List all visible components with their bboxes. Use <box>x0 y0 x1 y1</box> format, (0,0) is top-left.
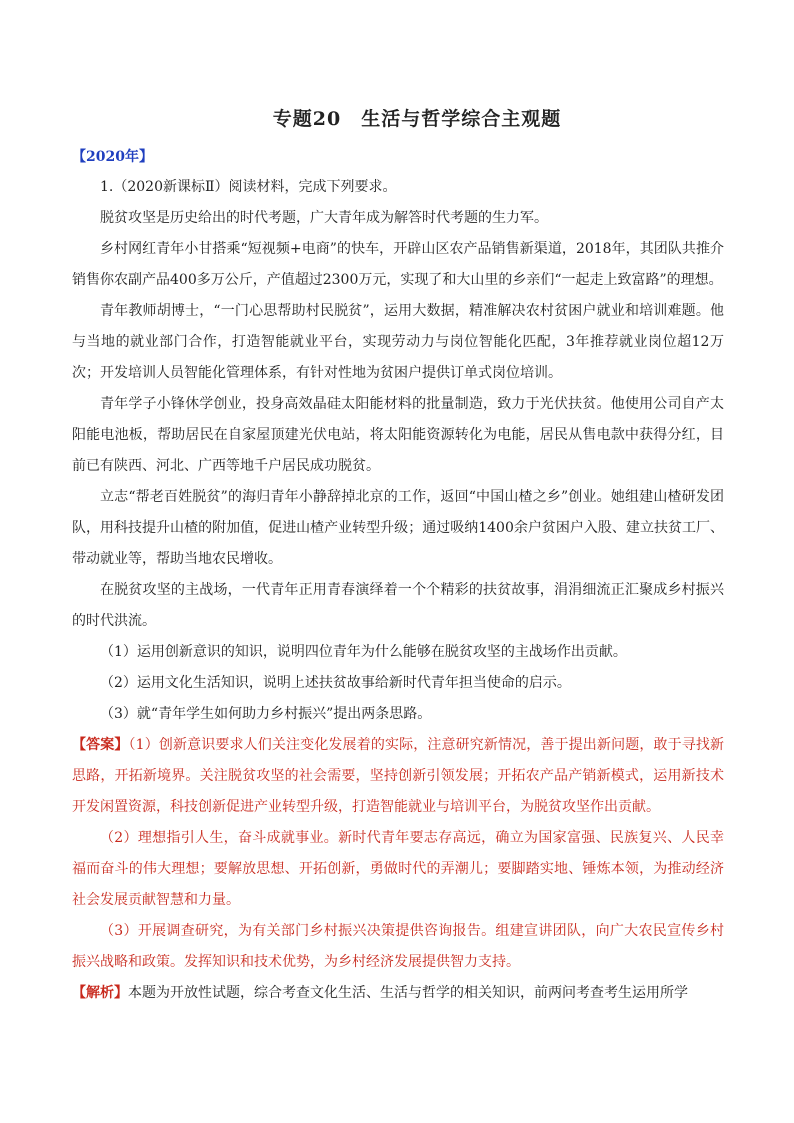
material-paragraph: 青年教师胡博士，“一门心思帮助村民脱贫”，运用大数据，精准解决农村贫困户就业和培训难题。他与当地的就业部门合作，打造智能就业平台，实现劳动力与岗位智能化匹配，3年推荐就业岗位超12万次；开发培训人员智能化管理体系，有针对性地为贫困户提供订单式岗位培训。 <box>72 303 724 381</box>
material-paragraph: 在脱贫攻坚的主战场，一代青年正用青春演绎着一个个精彩的扶贫故事，涓涓细流正汇聚成乡村振兴的时代洪流。 <box>72 582 724 629</box>
material-paragraph: 青年学子小锋休学创业，投身高效晶硅太阳能材料的批量制造，致力于光伏扶贫。他使用公司自产太阳能电池板，帮助居民在自家屋顶建光伏电站，将太阳能资源转化为电能，居民从售电款中获得分红，目前已有陕西、河北、广西等地千户居民成功脱贫。 <box>72 396 724 474</box>
answer-text-2: （2）理想指引人生，奋斗成就事业。新时代青年要志存高远，确立为国家富强、民族复兴、人民幸福而奋斗的伟大理想；要解放思想、开拓创新，勇做时代的弄潮儿；要脚踏实地、锤炼本领，为推动经济社会发展贡献智慧和力量。 <box>72 830 724 908</box>
page-title: 专题20 生活与哲学综合主观题 <box>272 108 562 130</box>
answer-part-2 <box>72 823 724 916</box>
material-paragraph: 立志“帮老百姓脱贫”的海归青年小静辞掉北京的工作，返回“中国山楂之乡”创业。她组建山楂研发团队，用科技提升山楂的附加值，促进山楂产业转型升级；通过吸纳1400余户贫困户入股、建立扶贫工厂、带动就业等，帮助当地农民增收。 <box>72 489 724 567</box>
answer-text-3: （3）开展调查研究，为有关部门乡村振兴决策提供咨询报告。组建宣讲团队，向广大农民宣传乡村振兴战略和政策。发挥知识和技术优势，为乡村经济发展提供智力支持。 <box>72 923 724 970</box>
answer-text-1: （1）创新意识要求人们关注变化发展着的实际，注意研究新情况，善于提出新问题，敢于寻找新思路，开拓新境界。关注脱贫攻坚的社会需要，坚持创新引领发展；开拓农产品产销新模式，运用新技术开发闲置资源，科技创新促进产业转型升级，打造智能就业与培训平台，为脱贫攻坚作出贡献。 <box>72 737 724 815</box>
analysis <box>72 978 724 1009</box>
answer-part-3 <box>72 916 724 978</box>
material-paragraph: 脱贫攻坚是历史给出的时代考题，广大青年成为解答时代考题的生力军。 <box>100 210 548 226</box>
analysis-text: 本题为开放性试题，综合考查文化生活、生活与哲学的相关知识，前两问考查考生运用所学 <box>128 985 688 1001</box>
sub-question: （2）运用文化生活知识，说明上述扶贫故事给新时代青年担当使命的启示。 <box>100 675 571 691</box>
question-intro: 1.（2020新课标Ⅱ）阅读材料，完成下列要求。 <box>100 179 397 195</box>
answer-part-1 <box>72 730 724 823</box>
document-body <box>72 172 724 1009</box>
year-heading: 【2020年】 <box>72 149 153 165</box>
analysis-label: 【解析】 <box>72 985 128 1001</box>
material-paragraph: 乡村网红青年小甘搭乘“短视频+电商”的快车，开辟山区农产品销售新渠道，2018年，其团队共推介销售你农副产品400多万公斤，产值超过2300万元，实现了和大山里的乡亲们“一起走上致富路”的理想。 <box>72 241 724 288</box>
sub-question: （1）运用创新意识的知识，说明四位青年为什么能够在脱贫攻坚的主战场作出贡献。 <box>100 644 627 660</box>
answer-label: 【答案】 <box>72 737 129 753</box>
sub-question: （3）就“青年学生如何助力乡村振兴”提出两条思路。 <box>100 706 432 722</box>
